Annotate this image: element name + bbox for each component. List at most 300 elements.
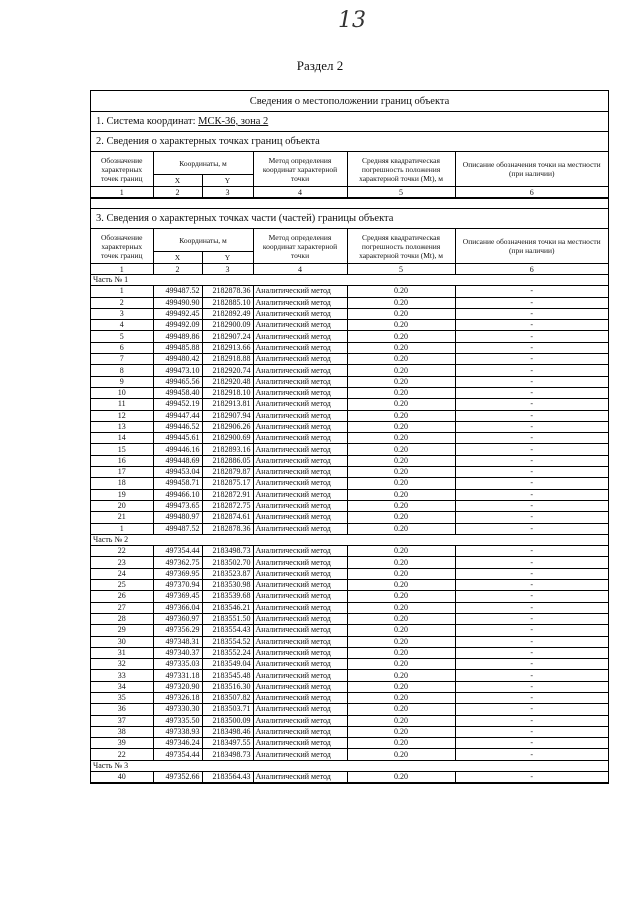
table-row (91, 354, 608, 365)
description-cell: - (455, 647, 608, 658)
method-cell: Аналитический метод (253, 399, 347, 410)
point-label-cell: 26 (91, 591, 153, 602)
point-label-cell: 2 (91, 297, 153, 308)
table-row (91, 399, 608, 410)
coord-x-cell: 499446.16 (153, 444, 202, 455)
description-cell: - (455, 354, 608, 365)
coord-y-cell: 2182872.91 (202, 489, 253, 500)
method-cell: Аналитический метод (253, 376, 347, 387)
coord-y-cell: 2183530.98 (202, 580, 253, 591)
part-header-row (91, 275, 608, 286)
method-cell: Аналитический метод (253, 692, 347, 703)
description-cell: - (455, 715, 608, 726)
description-cell: - (455, 659, 608, 670)
description-cell: - (455, 772, 608, 783)
header-x: X (153, 175, 202, 187)
table-row (91, 580, 608, 591)
method-cell: Аналитический метод (253, 602, 347, 613)
description-cell: - (455, 692, 608, 703)
coordinate-system-label: 1. Система координат: (96, 116, 199, 127)
mean-error-cell: 0.20 (347, 523, 455, 534)
column-number-row (91, 187, 608, 198)
description-cell: - (455, 365, 608, 376)
method-cell: Аналитический метод (253, 670, 347, 681)
description-cell: - (455, 297, 608, 308)
coord-x-cell: 497354.44 (153, 749, 202, 760)
description-cell: - (455, 591, 608, 602)
description-cell: - (455, 410, 608, 421)
coord-x-cell: 499452.19 (153, 399, 202, 410)
coord-y-cell: 2183498.46 (202, 726, 253, 737)
coord-x-cell: 497369.95 (153, 568, 202, 579)
point-label-cell: 38 (91, 726, 153, 737)
point-label-cell: 39 (91, 738, 153, 749)
col-num-3: 3 (202, 264, 253, 275)
method-cell: Аналитический метод (253, 749, 347, 760)
point-label-cell: 3 (91, 308, 153, 319)
coord-x-cell: 499492.09 (153, 320, 202, 331)
method-cell: Аналитический метод (253, 387, 347, 398)
coord-y-cell: 2183516.30 (202, 681, 253, 692)
coord-x-cell: 499445.61 (153, 433, 202, 444)
method-cell: Аналитический метод (253, 297, 347, 308)
coord-y-cell: 2182906.26 (202, 421, 253, 432)
section-2-table-wrap (91, 152, 608, 199)
col-num-4: 4 (253, 264, 347, 275)
mean-error-cell: 0.20 (347, 625, 455, 636)
coord-x-cell: 499473.65 (153, 500, 202, 511)
coord-y-cell: 2182913.81 (202, 399, 253, 410)
coord-x-cell: 499487.52 (153, 523, 202, 534)
description-cell: - (455, 308, 608, 319)
coord-x-cell: 499447.44 (153, 410, 202, 421)
table-row (91, 410, 608, 421)
coord-x-cell: 499448.69 (153, 455, 202, 466)
description-cell: - (455, 512, 608, 523)
header-y: Y (202, 175, 253, 187)
table-row (91, 376, 608, 387)
table-row (91, 546, 608, 557)
header-description: Описание обозначения точки на местности (при наличии) (455, 229, 608, 264)
method-cell: Аналитический метод (253, 546, 347, 557)
point-label-cell: 12 (91, 410, 153, 421)
method-cell: Аналитический метод (253, 659, 347, 670)
point-label-cell: 21 (91, 512, 153, 523)
point-label-cell: 19 (91, 489, 153, 500)
mean-error-cell: 0.20 (347, 546, 455, 557)
section-3-table (91, 229, 608, 783)
table-row (91, 625, 608, 636)
table-row (91, 726, 608, 737)
point-label-cell: 29 (91, 625, 153, 636)
coord-x-cell: 497352.66 (153, 772, 202, 783)
mean-error-cell: 0.20 (347, 613, 455, 624)
coord-x-cell: 497370.94 (153, 580, 202, 591)
table-row (91, 286, 608, 297)
table-row (91, 659, 608, 670)
method-cell: Аналитический метод (253, 342, 347, 353)
mean-error-cell: 0.20 (347, 365, 455, 376)
table-row (91, 478, 608, 489)
mean-error-cell: 0.20 (347, 500, 455, 511)
mean-error-cell: 0.20 (347, 286, 455, 297)
table-row (91, 647, 608, 658)
table-row (91, 591, 608, 602)
table-row (91, 320, 608, 331)
header-row (91, 152, 608, 175)
table-row (91, 636, 608, 647)
method-cell: Аналитический метод (253, 421, 347, 432)
coord-y-cell: 2182875.17 (202, 478, 253, 489)
table-row (91, 455, 608, 466)
mean-error-cell: 0.20 (347, 749, 455, 760)
description-cell: - (455, 726, 608, 737)
description-cell: - (455, 376, 608, 387)
mean-error-cell: 0.20 (347, 297, 455, 308)
mean-error-cell: 0.20 (347, 308, 455, 319)
description-cell: - (455, 738, 608, 749)
point-label-cell: 7 (91, 354, 153, 365)
method-cell: Аналитический метод (253, 331, 347, 342)
point-label-cell: 25 (91, 580, 153, 591)
coord-x-cell: 499446.52 (153, 421, 202, 432)
coord-y-cell: 2182918.88 (202, 354, 253, 365)
method-cell: Аналитический метод (253, 467, 347, 478)
method-cell: Аналитический метод (253, 557, 347, 568)
col-num-1: 1 (91, 264, 153, 275)
description-cell: - (455, 467, 608, 478)
point-label-cell: 24 (91, 568, 153, 579)
col-num-6: 6 (455, 264, 608, 275)
coord-x-cell: 497320.90 (153, 681, 202, 692)
coord-y-cell: 2182920.74 (202, 365, 253, 376)
coord-y-cell: 2182879.87 (202, 467, 253, 478)
point-label-cell: 4 (91, 320, 153, 331)
mean-error-cell: 0.20 (347, 421, 455, 432)
header-error: Средняя квадратическая погрешность положения характерной точки (Mt), м (347, 229, 455, 264)
coord-y-cell: 2183554.52 (202, 636, 253, 647)
method-cell: Аналитический метод (253, 512, 347, 523)
coord-x-cell: 499487.52 (153, 286, 202, 297)
header-y: Y (202, 252, 253, 264)
point-label-cell: 14 (91, 433, 153, 444)
description-cell: - (455, 546, 608, 557)
coord-x-cell: 497346.24 (153, 738, 202, 749)
coord-y-cell: 2182878.36 (202, 286, 253, 297)
coord-y-cell: 2182900.09 (202, 320, 253, 331)
header-coordinates: Координаты, м (153, 152, 253, 175)
mean-error-cell: 0.20 (347, 512, 455, 523)
part-label: Часть № 3 (91, 760, 608, 771)
method-cell: Аналитический метод (253, 354, 347, 365)
table-row (91, 772, 608, 783)
point-label-cell: 17 (91, 467, 153, 478)
description-cell: - (455, 681, 608, 692)
table-row (91, 692, 608, 703)
mean-error-cell: 0.20 (347, 692, 455, 703)
section-3-title: 3. Сведения о характерных точках части (частей) границы объекта (91, 209, 608, 229)
coord-x-cell: 499490.90 (153, 297, 202, 308)
method-cell: Аналитический метод (253, 478, 347, 489)
header-point-label: Обозначение характерных точек границ (91, 229, 153, 264)
point-label-cell: 16 (91, 455, 153, 466)
mean-error-cell: 0.20 (347, 704, 455, 715)
column-number-row (91, 264, 608, 275)
coord-y-cell: 2183554.43 (202, 625, 253, 636)
header-error: Средняя квадратическая погрешность положения характерной точки (Mt), м (347, 152, 455, 187)
col-num-2: 2 (153, 187, 202, 198)
description-cell: - (455, 387, 608, 398)
mean-error-cell: 0.20 (347, 489, 455, 500)
table-row (91, 500, 608, 511)
mean-error-cell: 0.20 (347, 557, 455, 568)
table-row (91, 670, 608, 681)
mean-error-cell: 0.20 (347, 636, 455, 647)
section-2-table (91, 152, 608, 198)
coord-y-cell: 2182872.75 (202, 500, 253, 511)
description-cell: - (455, 489, 608, 500)
coord-y-cell: 2182913.66 (202, 342, 253, 353)
point-label-cell: 37 (91, 715, 153, 726)
section-title: Раздел 2 (296, 58, 344, 73)
mean-error-cell: 0.20 (347, 647, 455, 658)
mean-error-cell: 0.20 (347, 387, 455, 398)
description-cell: - (455, 557, 608, 568)
table-row (91, 308, 608, 319)
point-label-cell: 32 (91, 659, 153, 670)
coord-x-cell: 499458.40 (153, 387, 202, 398)
point-label-cell: 40 (91, 772, 153, 783)
section-3-table-wrap (91, 229, 608, 783)
mean-error-cell: 0.20 (347, 726, 455, 737)
point-label-cell: 33 (91, 670, 153, 681)
method-cell: Аналитический метод (253, 704, 347, 715)
coord-x-cell: 497338.93 (153, 726, 202, 737)
table-row (91, 342, 608, 353)
header-row (91, 229, 608, 252)
coord-y-cell: 2182900.69 (202, 433, 253, 444)
coord-x-cell: 497326.18 (153, 692, 202, 703)
method-cell: Аналитический метод (253, 715, 347, 726)
header-x: X (153, 252, 202, 264)
document-title: Сведения о местоположении границ объекта (91, 91, 608, 112)
point-label-cell: 22 (91, 749, 153, 760)
coord-x-cell: 499485.88 (153, 342, 202, 353)
coord-y-cell: 2183523.87 (202, 568, 253, 579)
mean-error-cell: 0.20 (347, 670, 455, 681)
coord-y-cell: 2183564.43 (202, 772, 253, 783)
coord-y-cell: 2183498.73 (202, 749, 253, 760)
mean-error-cell: 0.20 (347, 591, 455, 602)
part-label: Часть № 2 (91, 534, 608, 545)
coord-y-cell: 2182878.36 (202, 523, 253, 534)
coord-y-cell: 2182885.10 (202, 297, 253, 308)
method-cell: Аналитический метод (253, 772, 347, 783)
method-cell: Аналитический метод (253, 433, 347, 444)
table-row (91, 433, 608, 444)
coord-x-cell: 497335.50 (153, 715, 202, 726)
mean-error-cell: 0.20 (347, 331, 455, 342)
description-cell: - (455, 320, 608, 331)
mean-error-cell: 0.20 (347, 354, 455, 365)
mean-error-cell: 0.20 (347, 659, 455, 670)
section-2-title: 2. Сведения о характерных точках границ объекта (91, 132, 608, 152)
mean-error-cell: 0.20 (347, 410, 455, 421)
coord-y-cell: 2183497.55 (202, 738, 253, 749)
coord-x-cell: 497369.45 (153, 591, 202, 602)
description-cell: - (455, 421, 608, 432)
method-cell: Аналитический метод (253, 500, 347, 511)
coord-x-cell: 497330.30 (153, 704, 202, 715)
description-cell: - (455, 602, 608, 613)
coord-x-cell: 499489.86 (153, 331, 202, 342)
header-description: Описание обозначения точки на местности (при наличии) (455, 152, 608, 187)
coord-x-cell: 497348.31 (153, 636, 202, 647)
coord-y-cell: 2183500.09 (202, 715, 253, 726)
coord-y-cell: 2183546.21 (202, 602, 253, 613)
point-label-cell: 20 (91, 500, 153, 511)
table-row (91, 387, 608, 398)
table-row (91, 297, 608, 308)
coord-x-cell: 497356.29 (153, 625, 202, 636)
point-label-cell: 22 (91, 546, 153, 557)
description-cell: - (455, 580, 608, 591)
coord-y-cell: 2183507.82 (202, 692, 253, 703)
coord-x-cell: 497335.03 (153, 659, 202, 670)
mean-error-cell: 0.20 (347, 342, 455, 353)
method-cell: Аналитический метод (253, 580, 347, 591)
method-cell: Аналитический метод (253, 591, 347, 602)
table-row (91, 365, 608, 376)
description-cell: - (455, 478, 608, 489)
table-row (91, 602, 608, 613)
mean-error-cell: 0.20 (347, 602, 455, 613)
description-cell: - (455, 399, 608, 410)
description-cell: - (455, 636, 608, 647)
mean-error-cell: 0.20 (347, 568, 455, 579)
coord-y-cell: 2182907.94 (202, 410, 253, 421)
point-label-cell: 1 (91, 286, 153, 297)
coord-y-cell: 2182918.10 (202, 387, 253, 398)
description-cell: - (455, 613, 608, 624)
header-method: Метод определения координат характерной точки (253, 229, 347, 264)
coord-x-cell: 497362.75 (153, 557, 202, 568)
coord-x-cell: 499453.04 (153, 467, 202, 478)
mean-error-cell: 0.20 (347, 399, 455, 410)
description-cell: - (455, 625, 608, 636)
table-row (91, 613, 608, 624)
method-cell: Аналитический метод (253, 636, 347, 647)
point-label-cell: 34 (91, 681, 153, 692)
point-label-cell: 31 (91, 647, 153, 658)
coord-y-cell: 2182874.61 (202, 512, 253, 523)
coord-y-cell: 2182907.24 (202, 331, 253, 342)
coord-y-cell: 2182920.48 (202, 376, 253, 387)
table-row (91, 523, 608, 534)
point-label-cell: 10 (91, 387, 153, 398)
header-point-label: Обозначение характерных точек границ (91, 152, 153, 187)
point-label-cell: 6 (91, 342, 153, 353)
col-num-1: 1 (91, 187, 153, 198)
method-cell: Аналитический метод (253, 647, 347, 658)
coord-y-cell: 2183498.73 (202, 546, 253, 557)
method-cell: Аналитический метод (253, 613, 347, 624)
coord-y-cell: 2183545.48 (202, 670, 253, 681)
coord-x-cell: 499480.97 (153, 512, 202, 523)
mean-error-cell: 0.20 (347, 320, 455, 331)
table-row (91, 568, 608, 579)
mean-error-cell: 0.20 (347, 467, 455, 478)
col-num-2: 2 (153, 264, 202, 275)
method-cell: Аналитический метод (253, 365, 347, 376)
coord-x-cell: 499492.45 (153, 308, 202, 319)
coord-y-cell: 2183502.70 (202, 557, 253, 568)
coord-x-cell: 499466.10 (153, 489, 202, 500)
method-cell: Аналитический метод (253, 320, 347, 331)
coordinate-system-value: МСК-36, зона 2 (198, 116, 269, 127)
method-cell: Аналитический метод (253, 308, 347, 319)
col-num-4: 4 (253, 187, 347, 198)
point-label-cell: 8 (91, 365, 153, 376)
table-row (91, 421, 608, 432)
coord-y-cell: 2183551.50 (202, 613, 253, 624)
part-header-row (91, 760, 608, 771)
method-cell: Аналитический метод (253, 489, 347, 500)
method-cell: Аналитический метод (253, 625, 347, 636)
mean-error-cell: 0.20 (347, 772, 455, 783)
col-num-3: 3 (202, 187, 253, 198)
table-row (91, 715, 608, 726)
mean-error-cell: 0.20 (347, 478, 455, 489)
description-cell: - (455, 342, 608, 353)
description-cell: - (455, 749, 608, 760)
coord-y-cell: 2182893.16 (202, 444, 253, 455)
mean-error-cell: 0.20 (347, 738, 455, 749)
mean-error-cell: 0.20 (347, 433, 455, 444)
header-coordinates: Координаты, м (153, 229, 253, 252)
mean-error-cell: 0.20 (347, 580, 455, 591)
page-number: 13 (338, 8, 366, 33)
method-cell: Аналитический метод (253, 681, 347, 692)
method-cell: Аналитический метод (253, 455, 347, 466)
col-num-5: 5 (347, 187, 455, 198)
point-label-cell: 36 (91, 704, 153, 715)
part-header-row (91, 534, 608, 545)
description-cell: - (455, 523, 608, 534)
part-label: Часть № 1 (91, 275, 608, 286)
description-cell: - (455, 670, 608, 681)
coord-x-cell: 497340.37 (153, 647, 202, 658)
coord-x-cell: 499473.10 (153, 365, 202, 376)
mean-error-cell: 0.20 (347, 455, 455, 466)
table-row (91, 444, 608, 455)
description-cell: - (455, 704, 608, 715)
point-label-cell: 18 (91, 478, 153, 489)
table-row (91, 467, 608, 478)
coord-x-cell: 499480.42 (153, 354, 202, 365)
coord-x-cell: 497366.04 (153, 602, 202, 613)
coord-y-cell: 2182886.05 (202, 455, 253, 466)
mean-error-cell: 0.20 (347, 681, 455, 692)
col-num-6: 6 (455, 187, 608, 198)
table-row (91, 749, 608, 760)
header-method: Метод определения координат характерной точки (253, 152, 347, 187)
method-cell: Аналитический метод (253, 568, 347, 579)
method-cell: Аналитический метод (253, 444, 347, 455)
coord-x-cell: 497331.18 (153, 670, 202, 681)
point-label-cell: 35 (91, 692, 153, 703)
point-label-cell: 9 (91, 376, 153, 387)
